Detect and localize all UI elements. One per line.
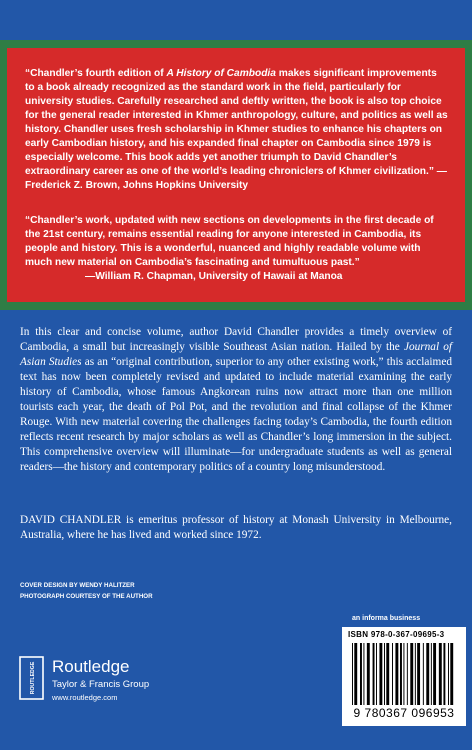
cover-credits <box>20 580 153 602</box>
barcode-bar <box>407 643 408 705</box>
isbn-text: ISBN 978-0-367-09695-3 <box>348 630 445 639</box>
routledge-logo-icon <box>19 656 44 700</box>
barcode-bar <box>400 643 402 705</box>
quote-attribution: —William R. Chapman, University of Hawaii at Manoa <box>85 271 343 282</box>
barcode-bar <box>403 643 404 705</box>
informa-business-label: an informa business <box>352 615 421 622</box>
barcode-graphic <box>352 643 456 705</box>
barcode-bar <box>426 643 429 705</box>
barcode-bar <box>373 643 375 705</box>
barcode-bar <box>354 643 357 705</box>
barcode-bar <box>386 643 389 705</box>
barcode-bar <box>450 643 453 705</box>
barcode-bar <box>367 643 370 705</box>
cover-design-credit: COVER DESIGN BY WENDY HALITZER <box>20 582 135 589</box>
isbn-barcode-box <box>342 627 466 726</box>
barcode-number: 9 780367 096953 <box>353 706 455 720</box>
barcode-bar <box>363 643 364 705</box>
photo-credit: PHOTOGRAPH COURTESY OF THE AUTHOR <box>20 593 153 600</box>
barcode-bar <box>360 643 362 705</box>
publisher-name: Routledge <box>52 657 130 676</box>
barcode-bar <box>423 643 424 705</box>
barcode-bar <box>448 643 449 705</box>
barcode-bar <box>417 643 420 705</box>
author-bio: DAVID CHANDLER is emeritus professor of history at Monash University in Melbourne, Australia, where he has lived and worked since 1972. <box>20 514 452 541</box>
barcode-bar <box>439 643 442 705</box>
top-blue-band <box>0 0 472 40</box>
review-quote-chapman: “Chandler’s work, updated with new sections on developments in the first decade of the 21st century, remains essential reading for anyone interested in Cambodia, its people and history. This is a wonderful, nuanced and highly readable volume with much new material on Cambodia’s fascinating and tumultuous past.” —William R. Chapman, University of Hawaii at Manoa <box>25 215 434 282</box>
barcode-bar <box>410 643 413 705</box>
quote-attribution: —Frederick Z. Brown, Johns Hopkins University <box>25 166 447 191</box>
book-description: In this clear and concise volume, author David Chandler provides a timely overview of Cambodia, a small but increasingly visible Southeast Asian nation. Hailed by the Journal of Asian Studies as an “original contribution, superior to any other existing work,” this acclaimed text has now been completely revised and updated to include material examining the early history of Cambodia, whose famous Angkorean ruins now attract more than one million tourists each year, the death of Pol Pot, and the revolution and final collapse of the Khmer Rouge. With new material covering the challenges facing today’s Cambodia, the fourth edition reflects recent research by major scholars as well as Chandler’s long immersion in the subject. This comprehensive overview will illuminate—for undergraduate students as well as general readers—the history and contemporary politics of a country long misunderstood. <box>20 326 452 473</box>
barcode-bar <box>352 643 353 705</box>
barcode-bar <box>392 643 393 705</box>
barcode-bar <box>395 643 398 705</box>
publisher-url: www.routledge.com <box>52 693 118 702</box>
barcode-bar <box>415 643 416 705</box>
book-title-italic: A History of Cambodia <box>166 68 276 79</box>
barcode-bar <box>384 643 385 705</box>
journal-title-italic: Journal of Asian Studies <box>20 341 452 368</box>
barcode-bar <box>431 643 432 705</box>
barcode-bar <box>379 643 382 705</box>
publisher-group: Taylor & Francis Group <box>52 679 150 690</box>
logo-spine-text: ROUTLEDGE <box>30 661 36 695</box>
barcode-bar <box>433 643 436 705</box>
barcode-bar <box>376 643 377 705</box>
barcode-bar <box>443 643 445 705</box>
review-quote-brown: “Chandler’s fourth edition of A History of Cambodia makes significant improvements to a book already recognized as the standard work in the field, particularly for university studies. Carefully researched and deftly written, the book is also top choice for the general reader interested in Khmer anthropology, culture, and politics as well as history. Chandler uses fresh scholarship in Khmer studies to enhance his chapters on early Cambodian history, and his expanded final chapter on Cambodia since 1979 is especially welcome. This book adds yet another triumph to David Chandler’s extraordinary career as one of the world’s leading chroniclers of Khmer civilization.” —Frederick Z. Brown, Johns Hopkins University <box>25 68 448 191</box>
